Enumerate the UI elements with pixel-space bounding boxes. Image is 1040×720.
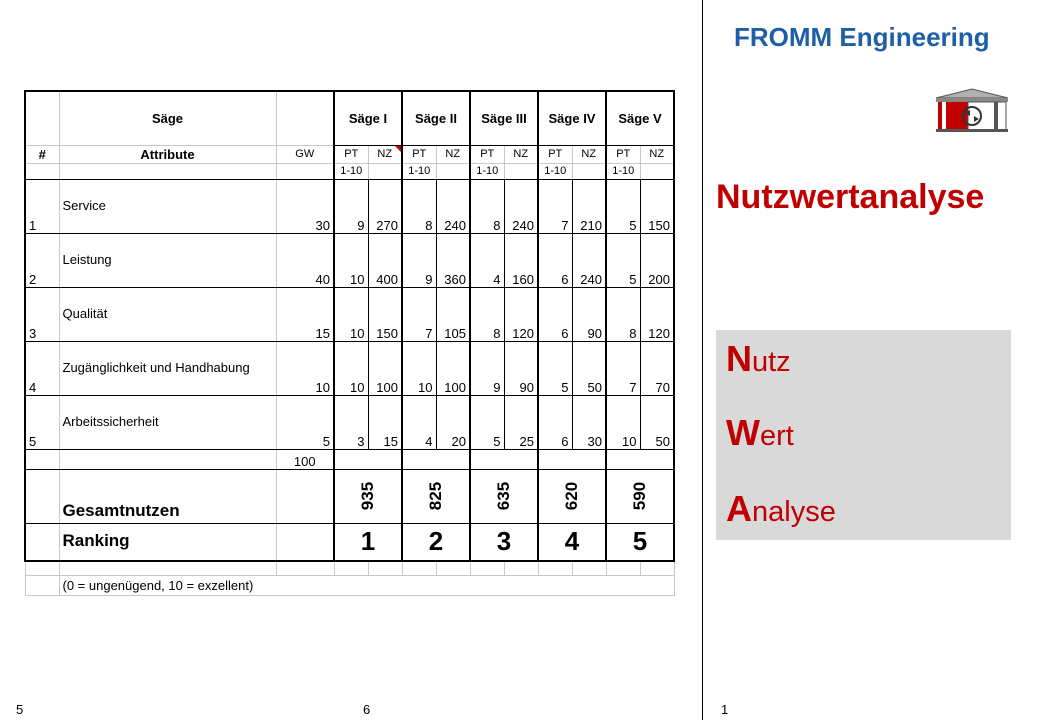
acronym-line-wert: Wert: [726, 412, 794, 453]
total-value: 635: [470, 469, 538, 523]
acronym-line-analyse: Analyse: [726, 488, 836, 529]
nz-value: 200: [640, 233, 674, 287]
pt-value: 10: [334, 341, 368, 395]
header-saw-1: Säge I: [334, 91, 402, 145]
pt-value: 6: [538, 287, 572, 341]
ranking-value: 4: [538, 523, 606, 561]
row-index: 4: [25, 341, 59, 395]
pt-value: 7: [402, 287, 436, 341]
header-nz: NZ: [640, 145, 674, 163]
spreadsheet-area: [24, 90, 675, 596]
nz-value: 100: [368, 341, 402, 395]
header-nz: NZ: [504, 145, 538, 163]
pt-value: 5: [470, 395, 504, 449]
row-weight: 15: [276, 287, 334, 341]
pt-value: 4: [470, 233, 504, 287]
table-row: [25, 179, 674, 233]
slide-divider: [702, 0, 703, 720]
nz-value: 90: [572, 287, 606, 341]
pt-value: 9: [402, 233, 436, 287]
header-pt: PT: [538, 145, 572, 163]
pt-value: 5: [606, 233, 640, 287]
nz-value: 100: [436, 341, 470, 395]
nz-value: 50: [640, 395, 674, 449]
nz-value: 400: [368, 233, 402, 287]
utility-analysis-table: [24, 90, 675, 596]
page-number-right: 1: [721, 702, 729, 717]
header-nz: NZ: [368, 145, 402, 163]
nz-value: 20: [436, 395, 470, 449]
scale-label: 1-10: [334, 163, 368, 179]
header-index: #: [25, 145, 59, 163]
nz-value: 160: [504, 233, 538, 287]
pt-value: 10: [334, 287, 368, 341]
nz-value: 270: [368, 179, 402, 233]
nz-value: 90: [504, 341, 538, 395]
pt-value: 4: [402, 395, 436, 449]
row-attribute: Zugänglichkeit und Handhabung: [59, 341, 276, 395]
header-pt: PT: [402, 145, 436, 163]
total-value: 620: [538, 469, 606, 523]
header-saw-4: Säge IV: [538, 91, 606, 145]
acronym-box: [716, 330, 1011, 540]
nz-value: 120: [504, 287, 538, 341]
ranking-value: 2: [402, 523, 470, 561]
header-saw: Säge: [59, 91, 276, 145]
nz-value: 360: [436, 233, 470, 287]
row-weight: 10: [276, 341, 334, 395]
header-weight: GW: [276, 145, 334, 163]
table-row: [25, 395, 674, 449]
pt-value: 8: [470, 287, 504, 341]
total-label: Gesamtnutzen: [59, 469, 276, 523]
pt-value: 6: [538, 395, 572, 449]
total-value: 935: [334, 469, 402, 523]
header-saw-3: Säge III: [470, 91, 538, 145]
row-attribute: Service: [59, 179, 276, 233]
nz-value: 105: [436, 287, 470, 341]
nz-value: 240: [504, 179, 538, 233]
nz-value: 15: [368, 395, 402, 449]
page-number-left: 5: [16, 702, 24, 717]
row-index: 3: [25, 287, 59, 341]
ranking-label: Ranking: [59, 523, 276, 561]
scale-note: (0 = ungenügend, 10 = exzellent): [59, 575, 674, 595]
pt-value: 10: [402, 341, 436, 395]
row-index: 1: [25, 179, 59, 233]
pt-value: 9: [470, 341, 504, 395]
acronym-line-nutz: Nutz: [726, 338, 791, 379]
nz-value: 210: [572, 179, 606, 233]
header-nz: NZ: [436, 145, 470, 163]
weight-sum: 100: [276, 449, 334, 469]
header-pt: PT: [606, 145, 640, 163]
nz-value: 240: [572, 233, 606, 287]
pt-value: 10: [606, 395, 640, 449]
pt-value: 5: [606, 179, 640, 233]
nz-value: 70: [640, 341, 674, 395]
header-nz: NZ: [572, 145, 606, 163]
pt-value: 8: [470, 179, 504, 233]
header-saw-5: Säge V: [606, 91, 674, 145]
header-pt: PT: [470, 145, 504, 163]
nz-value: 25: [504, 395, 538, 449]
nz-value: 150: [368, 287, 402, 341]
pt-value: 6: [538, 233, 572, 287]
header-attribute: Attribute: [59, 145, 276, 163]
row-attribute: Qualität: [59, 287, 276, 341]
scale-label: 1-10: [402, 163, 436, 179]
ranking-value: 3: [470, 523, 538, 561]
pt-value: 8: [402, 179, 436, 233]
slide-title: Nutzwertanalyse: [716, 178, 985, 216]
pt-value: 5: [538, 341, 572, 395]
nz-value: 30: [572, 395, 606, 449]
pt-value: 9: [334, 179, 368, 233]
pt-value: 8: [606, 287, 640, 341]
row-weight: 30: [276, 179, 334, 233]
ranking-value: 5: [606, 523, 674, 561]
table-row: [25, 233, 674, 287]
total-value: 825: [402, 469, 470, 523]
row-attribute: Arbeitssicherheit: [59, 395, 276, 449]
scale-label: 1-10: [470, 163, 504, 179]
ranking-value: 1: [334, 523, 402, 561]
row-weight: 5: [276, 395, 334, 449]
scale-label: 1-10: [538, 163, 572, 179]
row-index: 5: [25, 395, 59, 449]
company-logo-icon: [934, 88, 1010, 132]
nz-value: 120: [640, 287, 674, 341]
header-saw-2: Säge II: [402, 91, 470, 145]
total-value: 590: [606, 469, 674, 523]
row-index: 2: [25, 233, 59, 287]
nz-value: 150: [640, 179, 674, 233]
nz-value: 50: [572, 341, 606, 395]
row-attribute: Leistung: [59, 233, 276, 287]
row-weight: 40: [276, 233, 334, 287]
table-row: [25, 287, 674, 341]
comment-marker-icon: [395, 146, 401, 152]
header-pt: PT: [334, 145, 368, 163]
nz-value: 240: [436, 179, 470, 233]
pt-value: 3: [334, 395, 368, 449]
pt-value: 7: [606, 341, 640, 395]
pt-value: 10: [334, 233, 368, 287]
company-name: FROMM Engineering: [734, 22, 990, 52]
scale-label: 1-10: [606, 163, 640, 179]
table-row: [25, 341, 674, 395]
pt-value: 7: [538, 179, 572, 233]
page-number-middle: 6: [363, 702, 371, 717]
